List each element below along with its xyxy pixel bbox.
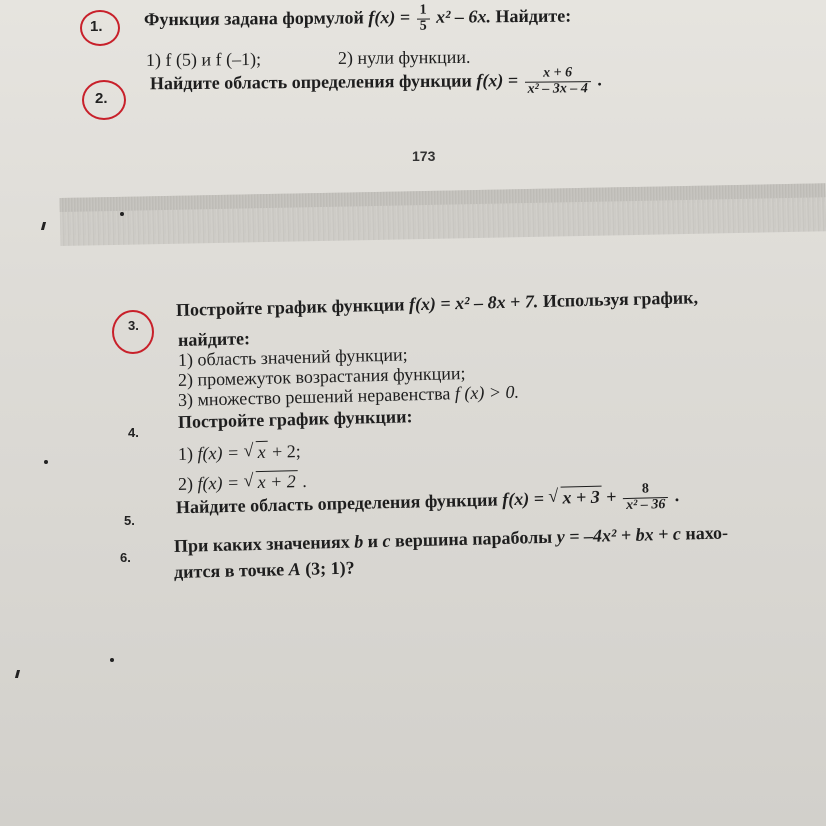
problem-6-hyphen: нахо- [685,522,729,544]
var-c: c [382,530,391,551]
margin-dot [110,658,114,662]
problem-2-text: Найдите область определения функции [149,70,477,94]
sqrt-symbol [243,442,268,464]
var-b: b [353,531,364,552]
radicand: x [255,441,268,462]
problem-4-text: Постройте график функции: [177,406,413,432]
problem-2-fx: f(x) = [476,70,523,91]
problem-6-line1 [174,522,729,557]
binding-gutter [60,183,826,246]
point-a: A [288,558,301,580]
problem-3-sub2-text: 2) промежуток возрастания функции; [177,362,466,390]
problem-1-sub2-text: 2) нули функции. [337,46,471,68]
fraction-numerator: 8 [623,482,669,499]
problem-4-number: 4. [128,425,139,440]
problem-4-sub2-tail: . [301,470,307,491]
problem-5-tail: . [674,485,680,506]
problem-4-sub1-fx: f(x) = [197,442,244,464]
problem-2-fraction [524,66,590,97]
page-number: 173 [412,148,436,164]
problem-3-fx: f(x) = x² – 8x + 7. [408,291,539,315]
problem-1-sub1-text: 1) f (5) и f (–1); [145,48,262,70]
radical-icon: √ [243,470,254,491]
problem-3-line1 [176,287,699,321]
radical-icon: √ [548,485,559,507]
conj-and: и [367,530,383,552]
problem-5-fx: f(x) = [501,488,549,510]
radical-icon: √ [243,440,254,461]
problem-1-sub2 [338,47,471,69]
problem-3-number: 3. [128,318,139,333]
margin-tick [15,670,20,678]
fraction-denominator: x² – 3x – 4 [527,80,588,97]
radicand: x + 3 [560,486,602,508]
problem-4-sub2-num: 2) [177,473,198,494]
problem-1-line [144,2,571,36]
radicand: x + 2 [255,470,298,492]
problem-4-sub1-num: 1) [177,443,198,464]
problem-1-text: Функция задана формулой [143,7,369,30]
problem-6-line2 [174,558,355,583]
problem-1-find: Найдите: [495,5,572,27]
problem-5-text: Найдите область определения функции [175,489,503,518]
problem-6-text: При каких значениях [173,531,355,556]
margin-dot [120,212,124,216]
fraction-denominator: x² – 36 [625,496,666,513]
problem-1-fraction [416,4,429,34]
problem-4-line [178,406,413,433]
problem-3-sub3-text: 3) множество решений неравенства [177,383,456,410]
problem-1-expression: x² – 6x. [436,6,492,27]
fraction-numerator: 1 [416,4,429,20]
problem-2-line [150,66,602,100]
problem-5-number: 5. [124,513,135,528]
problem-4-sub2-fx: f(x) = [197,472,244,494]
problem-2-number: 2. [95,90,108,107]
problem-3-sub1-text: 1) область значений функции; [177,344,408,370]
parabola-equation: y = –4x² + bx + c [556,523,682,547]
fraction-numerator: x + 6 [524,66,590,82]
margin-tick [41,222,46,230]
problem-5-fraction [623,482,669,513]
problem-1-fx: f(x) = [368,6,415,28]
plus-sign: + [605,486,622,507]
problem-4-sub1-tail: + 2; [271,441,301,462]
problem-6-text-b: вершина параболы [394,526,557,551]
problem-2-tail: . [597,69,602,90]
problem-3-text: Постройте график функции [175,294,410,320]
fraction-denominator: 5 [419,18,427,34]
margin-dot [44,460,48,464]
gutter-edge [60,183,826,212]
problem-4-sub1 [178,441,301,465]
sqrt-symbol [548,487,602,509]
problem-3-text-b: Используя график, [542,287,699,312]
problem-3-find: найдите: [177,328,251,350]
problem-6-line2-text: дится в точке [173,559,289,582]
problem-6-number: 6. [120,550,131,565]
point-coords: (3; 1)? [304,557,355,579]
problem-1-sub1 [146,49,261,71]
sqrt-symbol [243,471,298,493]
problem-1-number: 1. [90,18,103,35]
problem-3-sub3-expr: f (x) > 0. [454,381,520,404]
